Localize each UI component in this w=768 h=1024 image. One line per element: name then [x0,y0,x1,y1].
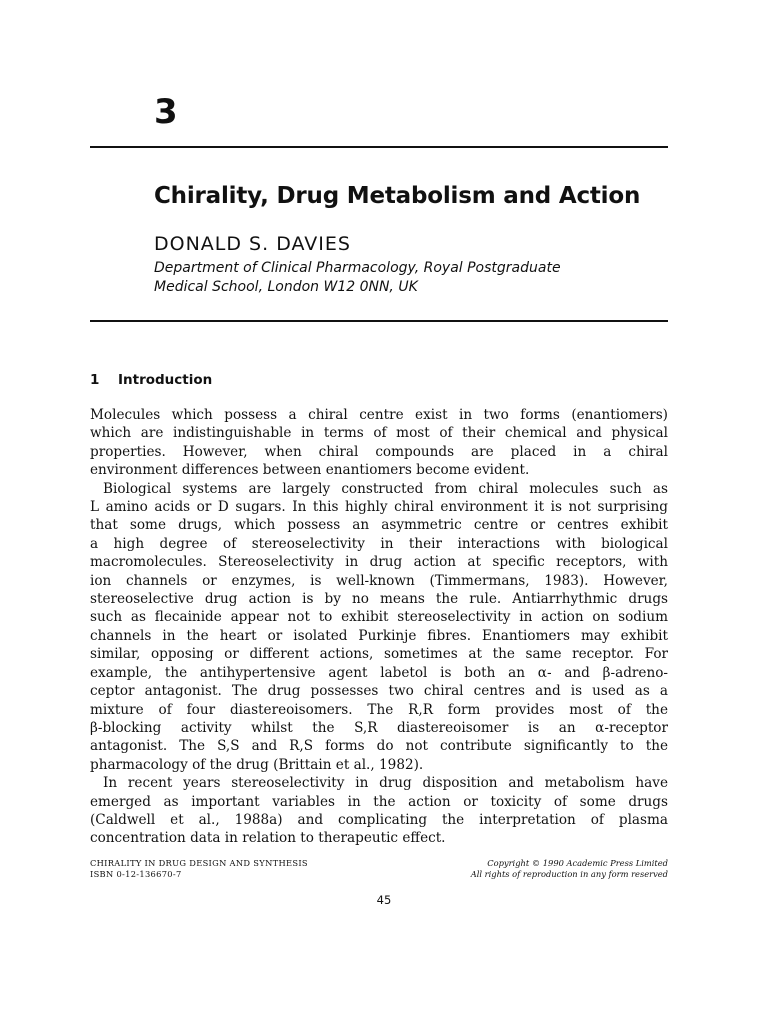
header-bottom-rule [90,320,668,322]
body-line: (Caldwell et al., 1988a) and complicating the interpretation of plasma [90,811,668,828]
page-number: 45 [376,893,392,907]
body-line: In recent years stereoselectivity in drug disposition and metabolism have [103,775,668,792]
footer-copyright: Copyright © 1990 Academic Press Limited [487,858,668,868]
footer-rights: All rights of reproduction in any form reserved [470,869,668,879]
body-line: ion channels or enzymes, is well-known (Timmermans, 1983). However, [90,572,668,589]
body-line: example, the antihypertensive agent labetol is both an α- and β-adreno- [90,664,668,681]
chapter-title: Chirality, Drug Metabolism and Action [154,183,641,209]
section-title: Introduction [118,372,213,388]
body-line: Biological systems are largely constructed from chiral molecules such as [103,480,668,497]
body-text [90,406,668,848]
body-line: L amino acids or D sugars. In this highly chiral environment it is not surprising [90,499,668,516]
body-line: ceptor antagonist. The drug possesses two chiral centres and is used as a [90,683,668,700]
author-affiliation [154,259,634,297]
body-line: channels in the heart or isolated Purkinje fibres. Enantiomers may exhibit [90,627,668,644]
chapter-number: 3 [154,92,178,132]
top-rule [90,146,668,148]
body-line: a high degree of stereoselectivity in their interactions with biological [90,535,668,552]
section-heading [90,371,212,389]
body-line: properties. However, when chiral compounds are placed in a chiral [90,443,668,460]
body-line: antagonist. The S,S and R,S forms do not contribute significantly to the [90,738,668,755]
body-line: β-blocking activity whilst the S,R diastereoisomer is an α-receptor [90,719,668,736]
body-line: environment differences between enantiomers become evident. [90,462,530,479]
body-line: which are indistinguishable in terms of most of their chemical and physical [90,425,668,442]
body-line: mixture of four diastereoisomers. The R,R form provides most of the [90,701,668,718]
body-line: concentration data in relation to therapeutic effect. [90,830,446,847]
body-line: that some drugs, which possess an asymmetric centre or centres exhibit [90,517,668,534]
body-line: Molecules which possess a chiral centre exist in two forms (enantiomers) [90,407,668,423]
body-line: similar, opposing or different actions, sometimes at the same receptor. For [90,646,668,663]
body-line: pharmacology of the drug (Brittain et al., 1982). [90,756,424,773]
body-line: emerged as important variables in the action or toxicity of some drugs [90,793,668,810]
section-number: 1 [90,372,100,388]
body-line: such as flecainide appear not to exhibit stereoselectivity in action on sodium [90,609,668,626]
footer-isbn: ISBN 0-12-136670-7 [90,869,182,879]
body-line: stereoselective drug action is by no means the rule. Antiarrhythmic drugs [90,591,668,608]
affiliation-line: Medical School, London W12 0NN, UK [154,279,418,295]
footer-book-title: CHIRALITY IN DRUG DESIGN AND SYNTHESIS [90,858,308,868]
affiliation-line: Department of Clinical Pharmacology, Royal Postgraduate [154,260,561,276]
footer-copyright-info [471,858,668,880]
footer-book-info [90,858,308,880]
body-line: macromolecules. Stereoselectivity in drug action at specific receptors, with [90,554,668,571]
author-name: DONALD S. DAVIES [154,233,351,255]
